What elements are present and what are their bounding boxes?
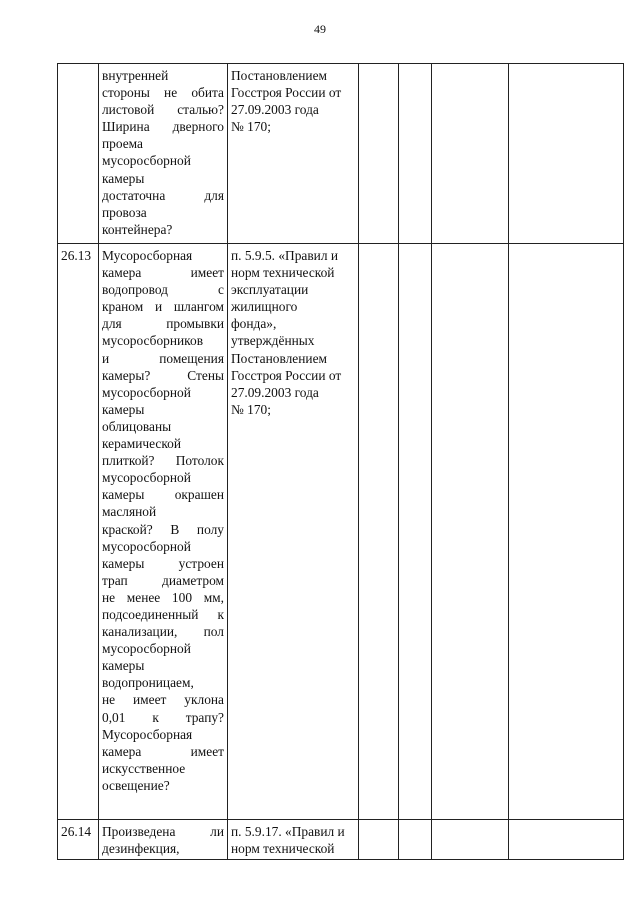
- reference-line: Госстроя России от: [231, 85, 342, 101]
- question-line: трап диаметром: [102, 572, 224, 588]
- question-line: канализации, пол: [102, 624, 224, 640]
- legal-reference-cell: [228, 64, 359, 244]
- question-line: проема: [102, 136, 143, 152]
- reference-line: жилищного: [231, 299, 298, 315]
- legal-reference-cell: [228, 244, 359, 820]
- answer-cell: [509, 820, 624, 860]
- question-line: облицованы: [102, 418, 172, 434]
- answer-cell: [509, 244, 624, 820]
- answer-cell: [509, 64, 624, 244]
- question-line: камеры: [102, 658, 145, 674]
- reference-line: 27.09.2003 года: [231, 384, 319, 400]
- page-number: 49: [314, 22, 326, 36]
- question-line: мусоросборников: [102, 333, 204, 349]
- table-row: [58, 64, 624, 244]
- reference-line: № 170;: [231, 401, 271, 417]
- reference-line: эксплуатации: [231, 282, 309, 298]
- question-line: мусоросборной: [102, 153, 191, 169]
- question-line: освещение?: [102, 777, 170, 793]
- question-line: камеры: [102, 401, 145, 417]
- answer-cell: [432, 244, 509, 820]
- reference-line: норм технической: [231, 841, 335, 857]
- question-line: керамической: [102, 436, 182, 452]
- reference-line: № 170;: [231, 119, 271, 135]
- answer-cell: [432, 64, 509, 244]
- question-line: не менее 100 мм,: [102, 589, 224, 605]
- question-line: камеры: [102, 170, 145, 186]
- question-line: искусственное: [102, 760, 186, 776]
- answer-cell: [399, 244, 432, 820]
- checklist-table: [57, 63, 624, 860]
- question-line: камера имеет: [102, 743, 224, 759]
- reference-line: 27.09.2003 года: [231, 102, 319, 118]
- question-line: не имеет уклона: [102, 692, 224, 708]
- table-row: [58, 244, 624, 820]
- question-line: камеры окрашен: [102, 487, 224, 503]
- item-number-cell: 26.14: [58, 820, 99, 860]
- item-number-cell: [58, 64, 99, 244]
- question-line: водопроницаем,: [102, 675, 194, 691]
- question-line: краном и шлангом: [102, 299, 224, 315]
- question-line: краской? В полу: [102, 521, 224, 537]
- question-line: дезинфекция,: [102, 841, 180, 857]
- question-line: мусоросборной: [102, 538, 191, 554]
- question-cell: [99, 820, 228, 860]
- question-line: камера имеет: [102, 265, 224, 281]
- answer-cell: [359, 64, 399, 244]
- reference-line: п. 5.9.5. «Правил и: [231, 248, 339, 263]
- answer-cell: [359, 244, 399, 820]
- question-line: подсоединенный к: [102, 606, 224, 622]
- question-line: и помещения: [102, 350, 224, 366]
- reference-line: Постановлением: [231, 68, 327, 83]
- answer-cell: [432, 820, 509, 860]
- question-line: камеры? Стены: [102, 367, 224, 383]
- question-line: листовой сталью?: [102, 102, 224, 118]
- checklist-table-body: [58, 64, 624, 860]
- question-cell: [99, 64, 228, 244]
- question-line: мусоросборной: [102, 384, 191, 400]
- question-line: Ширина дверного: [102, 119, 224, 135]
- reference-line: п. 5.9.17. «Правил и: [231, 824, 345, 839]
- legal-reference-cell: [228, 820, 359, 860]
- reference-line: Госстроя России от: [231, 367, 342, 383]
- question-line: Произведена ли: [102, 824, 224, 839]
- question-line: для промывки: [102, 316, 224, 332]
- question-line: водопровод с: [102, 282, 224, 298]
- answer-cell: [399, 820, 432, 860]
- reference-line: фонда»,: [231, 316, 277, 332]
- answer-cell: [399, 64, 432, 244]
- question-line: стороны не обита: [102, 85, 224, 101]
- reference-line: Постановлением: [231, 350, 327, 366]
- question-line: достаточна для: [102, 187, 224, 203]
- question-line: Мусоросборная: [102, 248, 193, 263]
- question-line: провоза: [102, 204, 147, 220]
- question-line: мусоросборной: [102, 470, 191, 486]
- question-cell: [99, 244, 228, 820]
- question-line: масляной: [102, 504, 157, 520]
- reference-line: утверждённых: [231, 333, 315, 349]
- question-line: мусоросборной: [102, 641, 191, 657]
- question-line: камеры устроен: [102, 555, 224, 571]
- question-line: контейнера?: [102, 221, 173, 237]
- question-line: 0,01 к трапу?: [102, 709, 224, 725]
- item-number-cell: 26.13: [58, 244, 99, 820]
- table-row: [58, 820, 624, 860]
- answer-cell: [359, 820, 399, 860]
- question-line: Мусоросборная: [102, 726, 193, 742]
- question-line: внутренней: [102, 68, 169, 83]
- question-line: плиткой? Потолок: [102, 453, 224, 469]
- reference-line: норм технической: [231, 265, 335, 281]
